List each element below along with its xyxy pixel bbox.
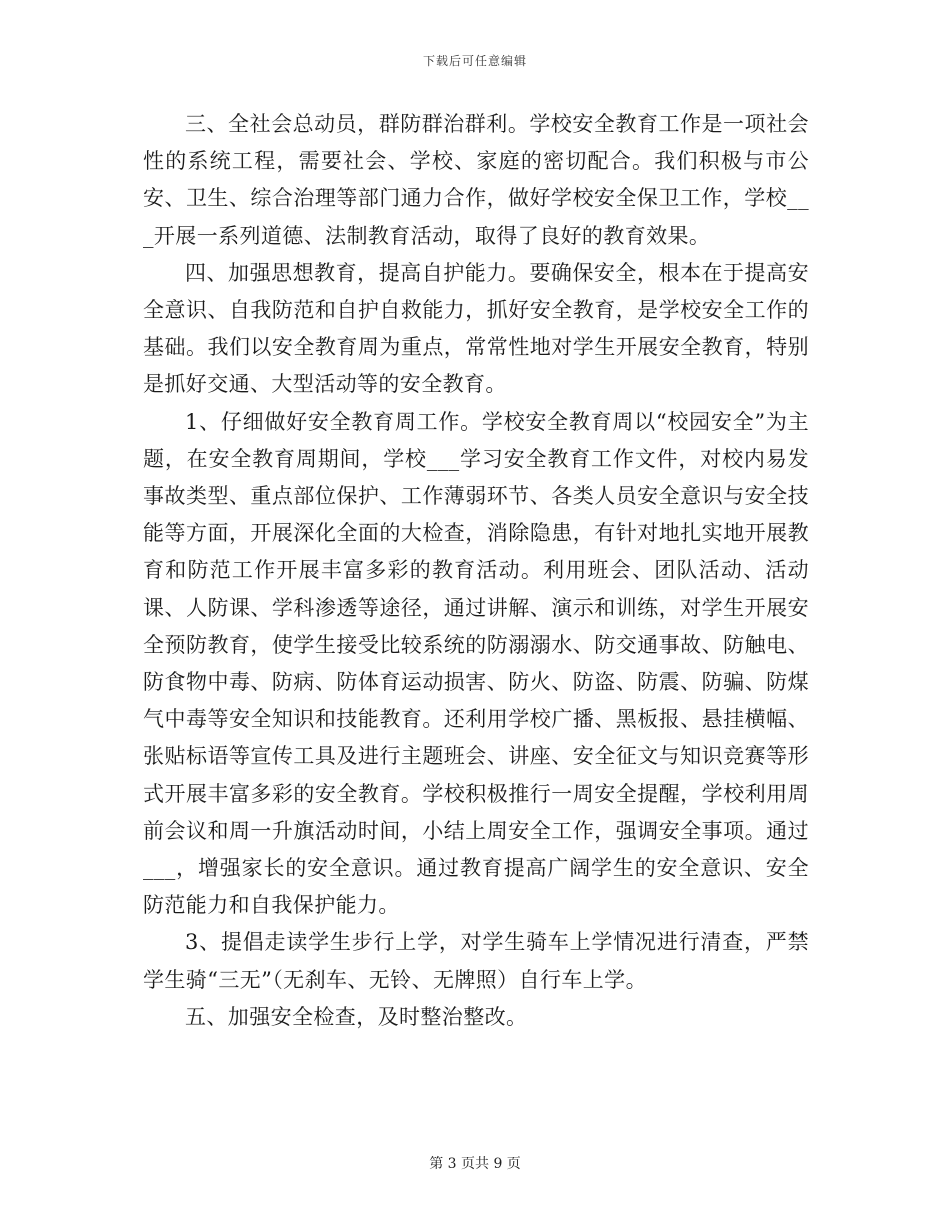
paragraph-ideological-education: 四、加强思想教育，提高自护能力。要确保安全，根本在于提高安全意识、自我防范和自护自救能力，抓好安全教育，是学校安全工作的基础。我们以安全教育周为重点，常常性地对学生开展安全教育，特别是抓好交通、大型活动等的安全教育。 [143,260,809,397]
paragraph-community-mobilization: 三、全社会总动员，群防群治群利。学校安全教育工作是一项社会性的系统工程，需要社会、学校、家庭的密切配合。我们积极与市公安、卫生、综合治理等部门通力合作，做好学校安全保卫工作，学校___开展一系列道德、法制教育活动，取得了良好的教育效果。 [143,112,809,248]
page-number-footer: 第 3 页共 9 页 [429,1156,521,1172]
paragraph-safety-week: 1、仔细做好安全教育周工作。学校安全教育周以“校园安全”为主题，在安全教育周期间，学校___学习安全教育工作文件，对校内易发事故类型、重点部位保护、工作薄弱环节、各类人员安全意识与安全技能等方面，开展深化全面的大检查，消除隐患，有针对地扎实地开展教育和防范工作开展丰富多彩的教育活动。利用班会、团队活动、活动课、人防课、学科渗透等途径，通过讲解、演示和训练，对学生开展安全预防教育，使学生接受比较系统的防溺溺水、防交通事故、防触电、防食物中毒、防病、防体育运动损害、防火、防盗、防震、防骗、防煤气中毒等安全知识和技能教育。还利用学校广播、黑板报、悬挂横幅、张贴标语等宣传工具及进行主题班会、讲座、安全征文与知识竞赛等形式开展丰富多彩的安全教育。学校积极推行一周安全提醒，学校利用周前会议和周一升旗活动时间，小结上周安全工作，强调安全事项。通过___，增强家长的安全意识。通过教育提高广阔学生的安全意识、安全防范能力和自我保护能力。 [143,409,809,918]
paragraph-safety-inspection: 五、加强安全检查，及时整治整改。 [185,1004,528,1029]
paragraph-walking-to-school: 3、提倡走读学生步行上学，对学生骑车上学情况进行清查，严禁学生骑“三无”（无刹车、无铃、无牌照）自行车上学。 [143,930,809,992]
document-body [143,106,809,1036]
page-header: 下载后可任意编辑 [422,54,527,68]
